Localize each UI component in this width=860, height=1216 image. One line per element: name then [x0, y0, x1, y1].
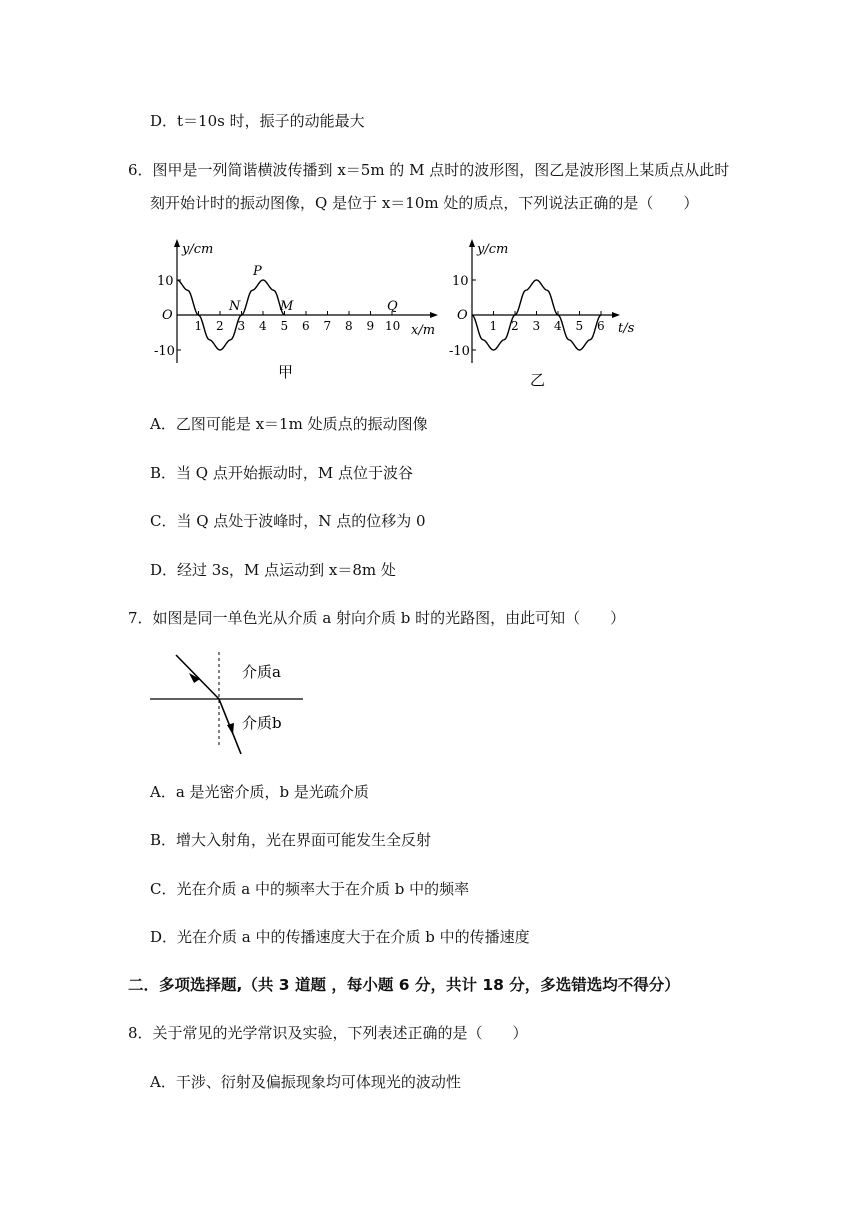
medium-a-label: 介质a [242, 663, 281, 681]
q7-option-c: C．光在介质 a 中的频率大于在介质 b 中的频率 [150, 880, 470, 898]
x-tick-label: 2 [216, 319, 224, 333]
point-p-label: P [253, 264, 262, 279]
q8-stem: 8．关于常见的光学常识及实验，下列表述正确的是（ ） [128, 1024, 528, 1042]
x-axis-label: t/s [618, 321, 635, 336]
y-tick-label-10: 10 [157, 274, 174, 289]
q7-stem: 7．如图是同一单色光从介质 a 射向介质 b 时的光路图，由此可知（ ） [128, 609, 626, 627]
q6-option-c: C．当 Q 点处于波峰时，N 点的位移为 0 [150, 512, 426, 530]
x-axis-label: x/m [411, 323, 436, 338]
origin-label: O [457, 308, 468, 323]
q6-option-a: A．乙图可能是 x＝1m 处质点的振动图像 [150, 415, 428, 433]
x-tick-label: 4 [554, 319, 562, 333]
point-n-label: N [229, 299, 241, 314]
q6-option-b: B．当 Q 点开始振动时，M 点位于波谷 [150, 464, 413, 482]
x-axis-arrow [430, 312, 438, 318]
x-axis-arrow [612, 312, 620, 318]
y-axis-arrow [174, 239, 180, 247]
x-tick-label: 4 [259, 319, 267, 333]
chart-title-jia: 甲 [278, 363, 294, 381]
x-tick-label: 2 [511, 319, 519, 333]
x-tick-label: 5 [280, 319, 289, 333]
x-tick-label: 3 [532, 319, 541, 333]
y-tick-label-neg10: -10 [154, 344, 175, 359]
q6-stem-line1: 6．图甲是一列简谐横波传播到 x＝5m 的 M 点时的波形图，图乙是波形图上某质点从此时 [128, 161, 730, 179]
origin-label: O [162, 308, 173, 323]
q7-option-d: D．光在介质 a 中的传播速度大于在介质 b 中的传播速度 [150, 928, 530, 946]
y-tick-label-10: 10 [452, 274, 469, 289]
x-tick-label: 8 [345, 319, 353, 333]
q6-stem-line2: 刻开始计时的振动图像，Q 是位于 x＝10m 处的质点，下列说法正确的是（ ） [150, 194, 699, 212]
section-2-title: 二．多项选择题,（共 3 道题 ，每小题 6 分，共计 18 分，多选错选均不得分） [128, 976, 680, 994]
vibration-graph-yi [447, 235, 647, 390]
x-tick-label: 5 [575, 319, 584, 333]
point-q-label: Q [387, 299, 398, 314]
incident-ray [176, 655, 219, 699]
q7-option-b: B．增大入射角，光在界面可能发生全反射 [150, 831, 432, 849]
x-tick-label: 3 [237, 319, 246, 333]
x-tick-label: 9 [366, 319, 375, 333]
wave-graph-jia [150, 235, 450, 385]
x-tick-label: 1 [489, 319, 498, 333]
q5-option-d: D．t＝10s 时，振子的动能最大 [150, 112, 365, 130]
refraction-diagram [148, 650, 313, 760]
y-axis-label: y/cm [182, 242, 214, 257]
y-tick-label-neg10: -10 [449, 344, 470, 359]
y-axis-arrow [469, 239, 475, 247]
q6-option-d: D．经过 3s，M 点运动到 x＝8m 处 [150, 561, 396, 579]
y-axis-label: y/cm [477, 242, 509, 257]
q8-option-a: A．干涉、衍射及偏振现象均可体现光的波动性 [150, 1073, 461, 1091]
q7-option-a: A．a 是光密介质，b 是光疏介质 [150, 783, 369, 801]
chart-title-yi: 乙 [530, 371, 546, 389]
refracted-arrow [227, 723, 234, 735]
point-m-label: M [280, 299, 294, 314]
x-tick-label: 1 [194, 319, 203, 333]
x-tick-label: 6 [302, 319, 310, 333]
x-tick-label: 7 [323, 319, 332, 333]
x-tick-label: 6 [597, 319, 605, 333]
x-tick-label: 10 [385, 319, 401, 333]
medium-b-label: 介质b [242, 714, 282, 732]
